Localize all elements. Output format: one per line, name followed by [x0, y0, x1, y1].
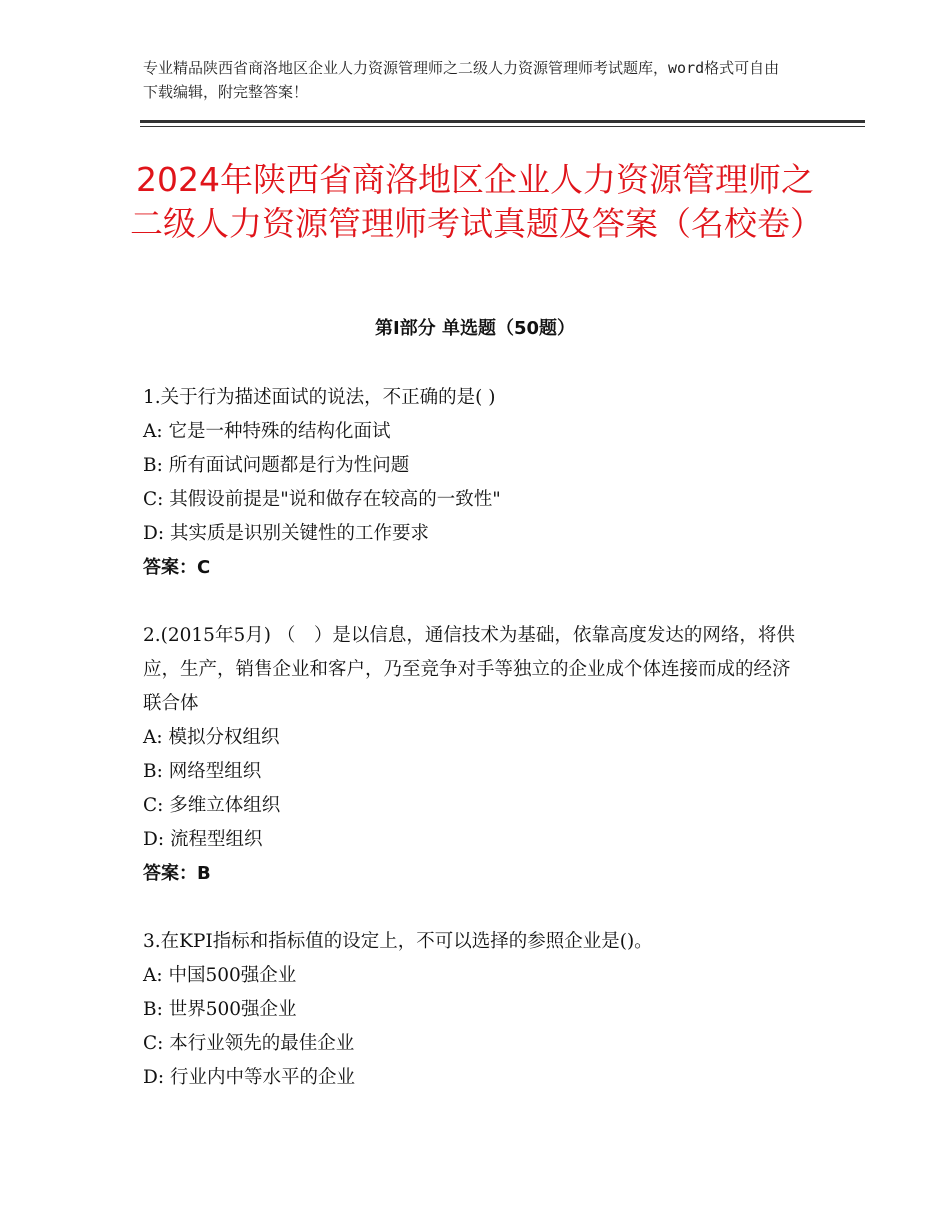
option-d: D: 其实质是识别关键性的工作要求 — [143, 523, 429, 544]
question-3 — [143, 925, 808, 1095]
option-a: A: 模拟分权组织 — [143, 727, 280, 748]
option-c: C: 本行业领先的最佳企业 — [143, 1033, 355, 1054]
document-title: 2024年陕西省商洛地区企业人力资源管理师之二级人力资源管理师考试真题及答案（名校卷） — [130, 160, 823, 243]
section-heading: 第Ⅰ部分 单选题（50题） — [374, 318, 575, 339]
option-d: D: 流程型组织 — [143, 829, 263, 850]
question-stem: 3.在KPI指标和指标值的设定上，不可以选择的参照企业是()。 — [143, 931, 653, 952]
question-1 — [143, 381, 808, 585]
header-rule-thin — [140, 126, 865, 127]
header-note: 专业精品陕西省商洛地区企业人力资源管理师之二级人力资源管理师考试题库，word格式可自由下载编辑，附完整答案！ — [143, 59, 780, 101]
option-b: B: 网络型组织 — [143, 761, 262, 782]
option-c: C: 其假设前提是"说和做存在较高的一致性" — [143, 489, 501, 510]
option-c: C: 多维立体组织 — [143, 795, 281, 816]
answer-label: 答案：C — [143, 557, 211, 578]
option-a: A: 中国500强企业 — [143, 965, 297, 986]
option-b: B: 世界500强企业 — [143, 999, 297, 1020]
header-rule-thick — [140, 120, 865, 123]
option-b: B: 所有面试问题都是行为性问题 — [143, 455, 410, 476]
question-stem: 1.关于行为描述面试的说法，不正确的是( ) — [143, 387, 496, 408]
question-stem: 2.(2015年5月) （ ）是以信息，通信技术为基础，依靠高度发达的网络，将供应，生产，销售企业和客户，乃至竞争对手等独立的企业成个体连接而成的经济联合体 — [143, 625, 795, 714]
option-a: A: 它是一种特殊的结构化面试 — [143, 421, 391, 442]
option-d: D: 行业内中等水平的企业 — [143, 1067, 355, 1088]
answer-label: 答案：B — [143, 863, 211, 884]
question-list — [143, 381, 808, 1129]
question-2 — [143, 619, 808, 891]
